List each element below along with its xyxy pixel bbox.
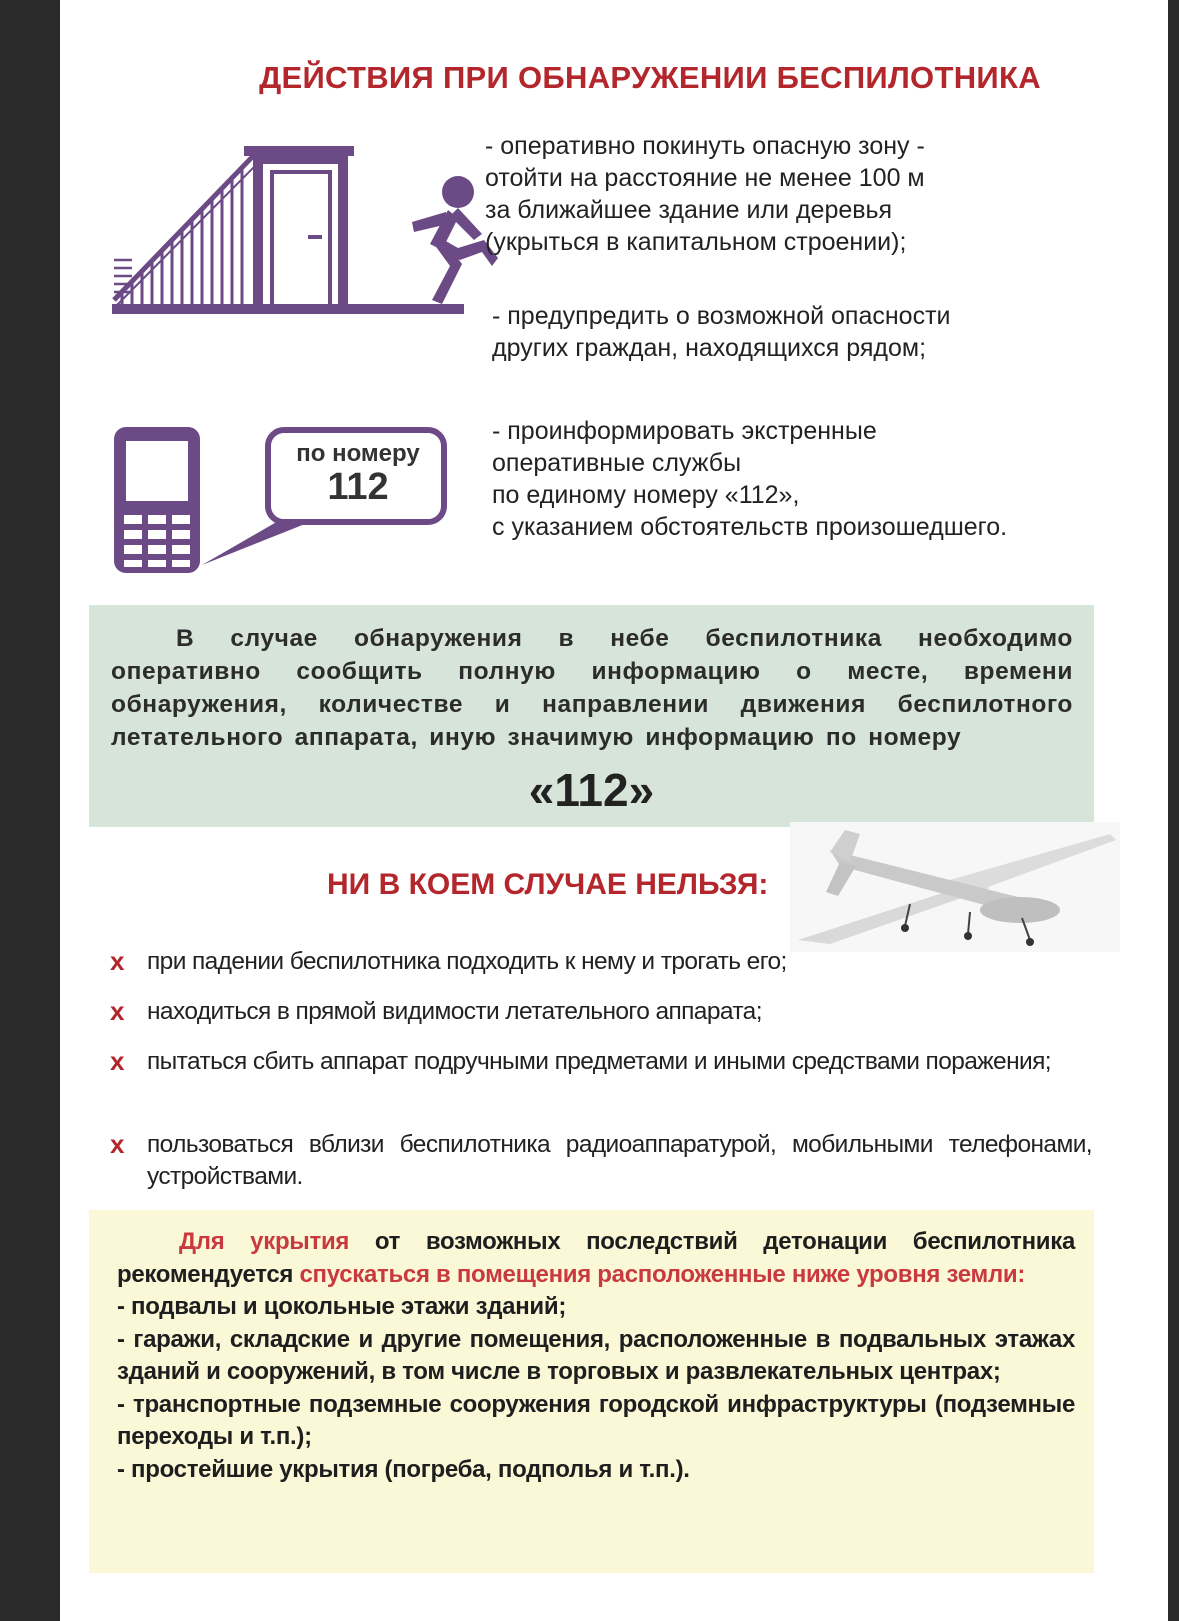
action-line: - оперативно покинуть опасную зону - bbox=[485, 132, 925, 160]
drone-image bbox=[790, 822, 1120, 952]
action-line: с указанием обстоятельств произошедшего. bbox=[492, 513, 1008, 541]
action-line: отойти на расстояние не менее 100 м bbox=[485, 164, 925, 192]
shelter-item: - подвалы и цокольные этажи зданий; bbox=[117, 1293, 567, 1320]
cross-icon: х bbox=[110, 946, 125, 976]
cross-icon: х bbox=[110, 1046, 125, 1076]
shelter-intro bbox=[117, 1226, 1075, 1291]
shelter-item: - транспортные подземные сооружения городской инфраструктуры (подземные переходы и т.п.); bbox=[117, 1390, 1075, 1450]
prohibited-item-text: при падении беспилотника подходить к нему и трогать его; bbox=[147, 948, 787, 975]
action-item-leave-zone bbox=[485, 130, 925, 258]
action-item-warn-citizens bbox=[492, 300, 950, 364]
bubble-label: по номеру bbox=[296, 440, 420, 467]
cross-icon: х bbox=[110, 1129, 125, 1159]
leaflet-page bbox=[60, 0, 1168, 1621]
action-line: других граждан, находящихся рядом; bbox=[492, 334, 927, 362]
prohibited-item-text: пытаться сбить аппарат подручными предметами и иными средствами поражения; bbox=[147, 1048, 1051, 1075]
evacuation-illustration bbox=[112, 140, 532, 326]
action-line: за ближайшее здание или деревья bbox=[485, 196, 893, 224]
notice-number: «112» bbox=[528, 764, 655, 816]
shelter-text bbox=[117, 1226, 1075, 1486]
action-line: - проинформировать экстренные bbox=[492, 417, 877, 445]
prohibited-title: НИ В КОЕМ СЛУЧАЕ НЕЛЬЗЯ: bbox=[327, 868, 769, 901]
notice-text bbox=[111, 622, 1073, 754]
bubble-number: 112 bbox=[327, 466, 389, 508]
page-title: ДЕЙСТВИЯ ПРИ ОБНАРУЖЕНИИ БЕСПИЛОТНИКА bbox=[259, 60, 1041, 95]
notice-box bbox=[89, 605, 1094, 827]
shelter-box bbox=[89, 1210, 1094, 1573]
shelter-intro-highlight: Для укрытия bbox=[179, 1228, 350, 1255]
shelter-item: - гаражи, складские и другие помещения, расположенные в подвальных этажах зданий и сооружений, в том числе в торговых и развлекательных центрах; bbox=[117, 1325, 1075, 1385]
cross-icon: х bbox=[110, 996, 125, 1026]
action-line: оперативные службы bbox=[492, 449, 742, 477]
action-line: - предупредить о возможной опасности bbox=[492, 302, 951, 330]
action-item-call-112 bbox=[492, 415, 1007, 543]
action-line: по единому номеру «112», bbox=[492, 481, 800, 509]
prohibited-item-text: находиться в прямой видимости летательного аппарата; bbox=[147, 998, 762, 1025]
action-line: (укрыться в капитальном строении); bbox=[485, 228, 907, 256]
prohibited-item-text: пользоваться вблизи беспилотника радиоаппаратурой, мобильными телефонами, устройствами. bbox=[147, 1131, 1092, 1190]
phone-icon bbox=[112, 425, 202, 575]
notice-text-body: В случае обнаружения в небе беспилотника необходимо оперативно сообщить полную информацию о месте, времени обнаружения, количестве и направлении движения беспилотного летательного аппарата, иную значимую информацию по номеру bbox=[111, 625, 1073, 751]
shelter-intro-text: от возможных последствий детонации беспилотника рекомендуется bbox=[117, 1228, 1076, 1288]
shelter-item: - простейшие укрытия (погреба, подполья и т.п.). bbox=[117, 1455, 690, 1483]
shelter-intro-highlight: спускаться в помещения расположенные ниже уровня земли: bbox=[299, 1260, 1026, 1288]
